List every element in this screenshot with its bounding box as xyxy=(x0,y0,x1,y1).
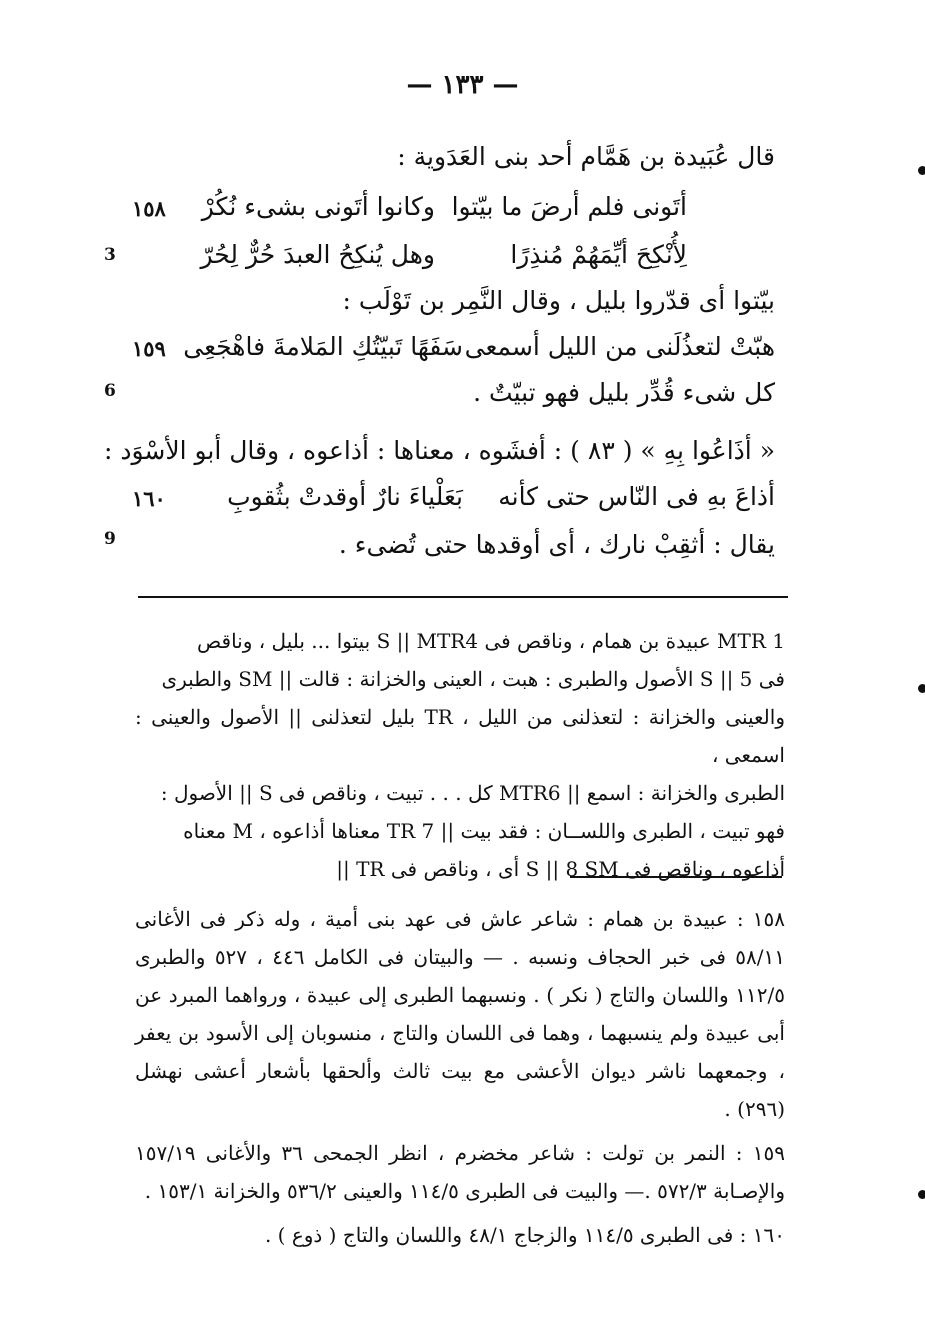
footnotes xyxy=(135,900,785,1260)
apparatus-line: فهو تبيت ، الطبرى واللســان : فقد بيت || TR 7 معناها أذاعوه ، M معناه xyxy=(183,819,785,843)
apparatus-line: أذاعوه ، وناقص فى S || 8 SM أى ، وناقص فى TR || xyxy=(336,857,785,881)
text-line-7: « أذَاعُوا بِهِ » ( ٨٣ ) : أفشَوه ، معناها : أذاعوه ، وقال أبو الأسْوَد : xyxy=(103,436,775,465)
separator-rule xyxy=(138,596,788,598)
verse-number-159: ١٥٩ xyxy=(132,336,166,361)
margin-dot xyxy=(918,1190,925,1199)
apparatus-line: الطبرى والخزانة : اسمع || MTR6 كل . . . تبيت ، وناقص فى S || الأصول : xyxy=(160,781,785,805)
apparatus-line: MTR 1 عبيدة بن همام ، وناقص فى S || MTR4 بيتوا ... بليل ، وناقص xyxy=(197,629,785,653)
notes-separator-rule xyxy=(570,876,782,878)
line-number-6: 6 xyxy=(104,381,116,401)
line-number-3: 3 xyxy=(104,245,116,265)
verse-158b-first-hemistich: لِأُنْكِحَ أيِّمَهُمْ مُنذِرًا xyxy=(510,240,687,269)
page-number: — ١٣٣ — xyxy=(406,70,519,100)
line-number-9: 9 xyxy=(104,529,116,549)
apparatus-line: والعينى والخزانة : لتعذلنى من الليل ، TR بليل لتعذلنى || الأصول والعينى : اسمعى ، xyxy=(135,705,785,767)
verse-number-158: ١٥٨ xyxy=(132,196,166,221)
verse-number-160: ١٦٠ xyxy=(132,486,166,511)
margin-dot xyxy=(918,166,925,175)
verse-158-second-hemistich: وكانوا أتَونى بشىء نُكُرْ xyxy=(201,192,435,221)
footnote-160: ١٦٠ : فى الطبرى ١١٤/٥ والزجاج ٤٨/١ واللسان والتاج ( ذوع ) . xyxy=(264,1223,785,1247)
verse-160-first-hemistich: أذاعَ بهِ فى النّاس حتى كأنه xyxy=(498,482,775,511)
footnote-159: ١٥٩ : النمر بن تولت : شاعر مخضرم ، انظر الجمحى ٣٦ والأغانى ١٥٧/١٩ والإصـابة ٥٧٢/٣ .— والبيت فى الطبرى ١١٤/٥ والعينى ٥٣٦/٢ والخزانة ١٥٣/١ . xyxy=(135,1141,785,1203)
text-line-9: يقال : أثقِبْ نارك ، أى أوقدها حتى تُضىء . xyxy=(338,530,775,559)
text-line-intro: قال عُبَيدة بن هَمَّام أحد بنى العَدَوية : xyxy=(397,142,775,171)
margin-dot xyxy=(918,684,925,693)
verse-158b-second-hemistich: وهل يُنكِحُ العبدَ حُرٌّ لِحُرّ xyxy=(200,240,435,269)
verse-159-second-hemistich: سَفَهًا تَبيّتُكِ المَلامةَ فاهْجَعِى xyxy=(183,332,463,361)
verse-158-first-hemistich: أتَونى فلم أرضَ ما بيّتوا xyxy=(451,192,687,221)
text-line-intro-2: بيّتوا أى قدّروا بليل ، وقال النَّمِر بن تَوْلَب : xyxy=(342,286,775,315)
verse-159-first-hemistich: هبّتْ لتعذُلَنى من الليل أسمعى xyxy=(464,332,775,361)
critical-apparatus xyxy=(135,622,785,888)
footnote-158: ١٥٨ : عبيدة بن همام : شاعر عاش فى عهد بنى أمية ، وله ذكر فى الأغانى ٥٨/١١ فى خبر الحجاف ونسبه . — والبيتان فى الكامل ٤٤٦ ، ٥٢٧ والطبرى ١١٢/٥ واللسان والتاج ( نكر ) . ونسبهما الطبرى إلى عبيدة ، ورواهما المبرد عن أبى عبيدة ولم ينسبهما ، وهما فى اللسان والتاج ، منسوبان إلى الأسود بن يعفر ، وجمعهما ناشر ديوان الأعشى مع بيت ثالث وألحقها بأشعار أعشى نهشل (٢٩٦) . xyxy=(135,907,786,1121)
text-line-6: كل شىء قُدِّر بليل فهو تبيّتٌ . xyxy=(473,378,775,407)
apparatus-line: فى S || 5 الأصول والطبرى : هبت ، العينى والخزانة : قالت || SM والطبرى xyxy=(161,667,785,691)
verse-160-second-hemistich: بَعَلْياءَ نارٌ أوقدتْ بثُقوبِ xyxy=(227,482,463,511)
